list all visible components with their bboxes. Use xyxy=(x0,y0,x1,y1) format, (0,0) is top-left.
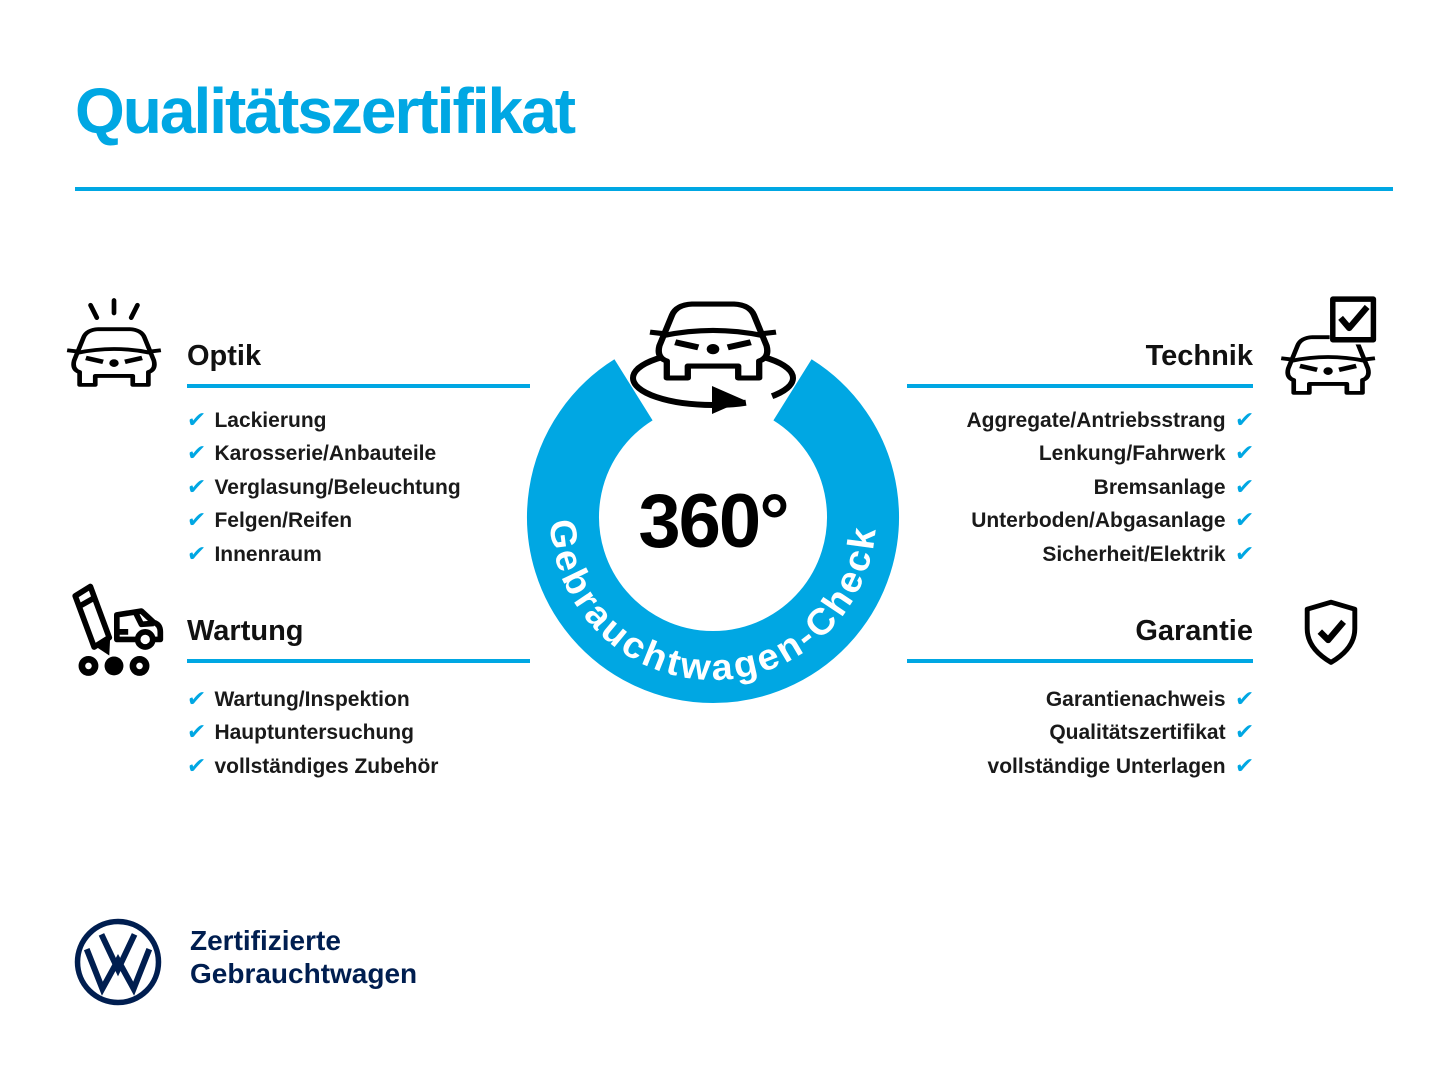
rotation-arrowhead xyxy=(712,386,744,414)
item-label: vollständiges Zubehör xyxy=(214,754,439,778)
list-item xyxy=(187,683,530,717)
list-item xyxy=(907,538,1253,572)
list-item xyxy=(907,683,1253,717)
item-label: Innenraum xyxy=(214,542,322,566)
item-label: Felgen/Reifen xyxy=(214,509,353,533)
degree-label: 360° xyxy=(638,479,788,564)
title-underline xyxy=(75,187,1393,191)
item-label: Aggregate/Antriebsstrang xyxy=(966,408,1226,432)
list-item xyxy=(187,505,530,539)
item-label: Lackierung xyxy=(214,408,327,432)
page-title: Qualitätszertifikat xyxy=(75,75,575,147)
check-icon: ✔ xyxy=(185,720,207,746)
list-item xyxy=(907,471,1253,505)
list-item xyxy=(187,717,530,751)
section-wartung xyxy=(187,615,530,784)
check-icon: ✔ xyxy=(185,753,207,779)
car-checkbox-icon xyxy=(1280,296,1384,396)
item-label: Garantienachweis xyxy=(1045,687,1226,711)
section-garantie xyxy=(907,615,1253,784)
section-title-technik: Technik xyxy=(1145,340,1253,372)
section-title-garantie: Garantie xyxy=(1135,615,1253,647)
rotation-ellipse xyxy=(633,351,793,405)
item-label: Unterboden/Abgasanlage xyxy=(971,509,1226,533)
item-label: Lenkung/Fahrwerk xyxy=(1038,442,1226,466)
check-icon: ✔ xyxy=(1233,508,1255,534)
check-icon: ✔ xyxy=(1233,720,1255,746)
optik-items xyxy=(187,404,530,572)
brand-line2: Gebrauchtwagen xyxy=(190,958,418,989)
item-label: Verglasung/Beleuchtung xyxy=(214,475,461,499)
check-icon: ✔ xyxy=(185,541,207,567)
check-icon: ✔ xyxy=(185,508,207,534)
list-item xyxy=(907,404,1253,438)
check-icon: ✔ xyxy=(1233,407,1255,433)
car-shine-icon xyxy=(62,288,166,388)
item-label: Sicherheit/Elektrik xyxy=(1042,542,1226,566)
check-icon: ✔ xyxy=(1233,474,1255,500)
technik-items xyxy=(907,404,1253,572)
wartung-items xyxy=(187,683,530,784)
check-icon: ✔ xyxy=(185,441,207,467)
vw-logo xyxy=(72,916,164,1008)
check-icon: ✔ xyxy=(1233,541,1255,567)
list-item xyxy=(187,438,530,472)
item-label: Qualitätszertifikat xyxy=(1049,721,1226,745)
section-technik xyxy=(907,340,1253,572)
ring-curved-label: Gebrauchtwagen-Check xyxy=(541,516,884,689)
check-icon: ✔ xyxy=(185,474,207,500)
section-underline xyxy=(187,384,530,388)
list-item xyxy=(907,505,1253,539)
list-item xyxy=(187,404,530,438)
garantie-items xyxy=(907,683,1253,784)
svg-text:Gebrauchtwagen-Check xyxy=(541,517,884,689)
section-optik xyxy=(187,340,530,572)
list-item xyxy=(187,750,530,784)
check-icon: ✔ xyxy=(1233,686,1255,712)
section-underline xyxy=(187,659,530,663)
section-underline xyxy=(907,659,1253,663)
ring-arc xyxy=(563,390,863,667)
list-item xyxy=(907,717,1253,751)
pencil-car-checklist-icon xyxy=(62,582,166,678)
car-360-rotation-icon xyxy=(650,304,776,378)
section-title-wartung: Wartung xyxy=(187,615,304,647)
shield-check-icon xyxy=(1296,592,1366,674)
item-label: Wartung/Inspektion xyxy=(214,687,410,711)
item-label: Bremsanlage xyxy=(1093,475,1226,499)
item-label: Hauptuntersuchung xyxy=(214,721,414,745)
brand-line1: Zertifizierte xyxy=(190,925,341,956)
list-item xyxy=(187,471,530,505)
item-label: vollständige Unterlagen xyxy=(987,754,1226,778)
brand-text xyxy=(190,924,417,990)
check-icon: ✔ xyxy=(1233,753,1255,779)
section-underline xyxy=(907,384,1253,388)
item-label: Karosserie/Anbauteile xyxy=(214,442,437,466)
list-item xyxy=(907,438,1253,472)
check-icon: ✔ xyxy=(185,686,207,712)
check-icon: ✔ xyxy=(185,407,207,433)
check-icon: ✔ xyxy=(1233,441,1255,467)
list-item xyxy=(907,750,1253,784)
list-item xyxy=(187,538,530,572)
section-title-optik: Optik xyxy=(187,340,262,372)
